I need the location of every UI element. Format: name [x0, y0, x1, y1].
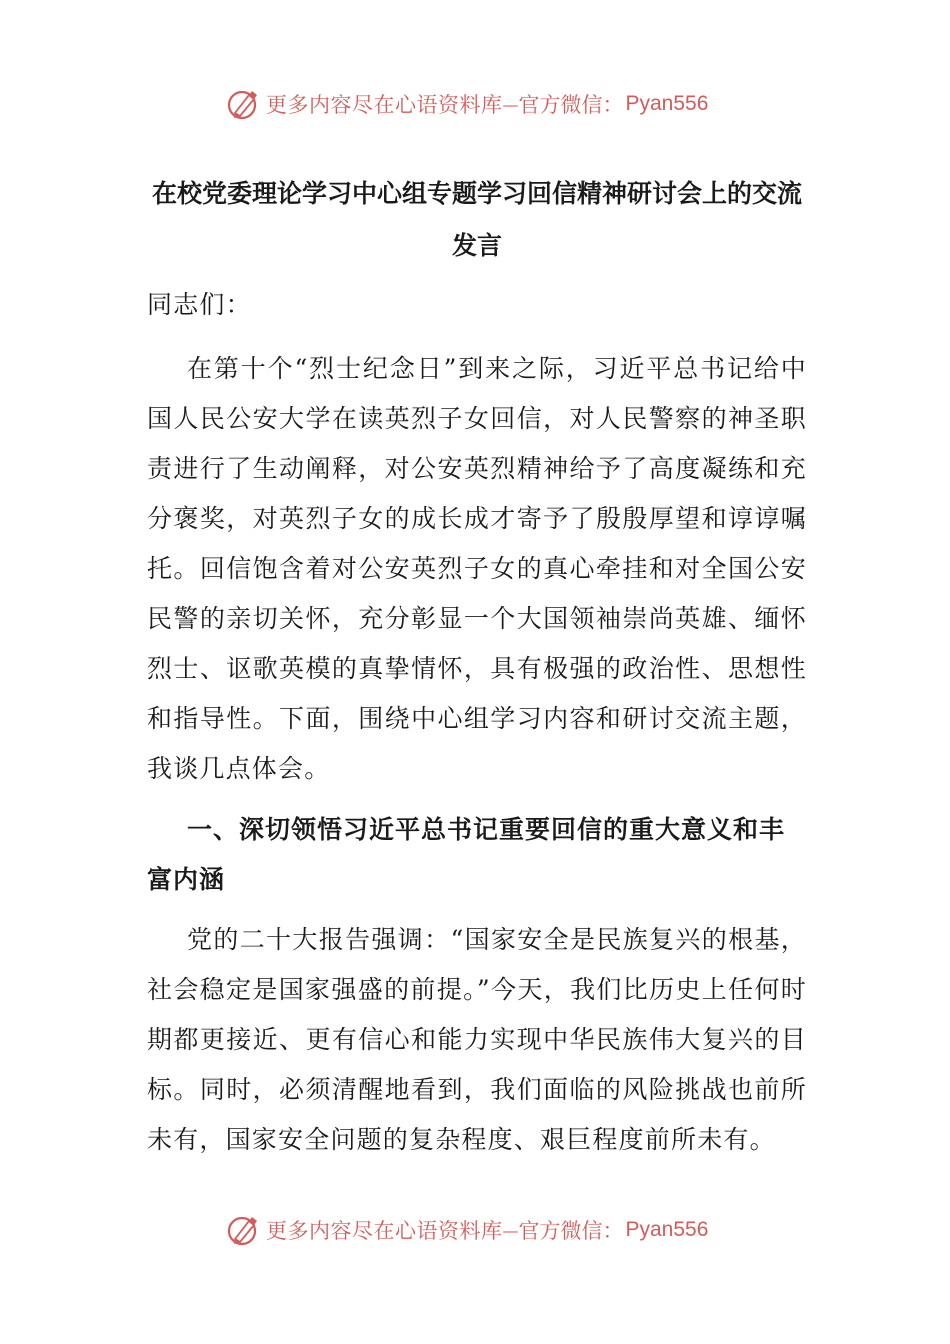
watermark-text: 更多内容尽在心语资料库 [266, 93, 503, 117]
watermark-wechat-label: 官方微信： [518, 93, 624, 117]
watermark-wechat-id: Pyan556 [625, 92, 709, 115]
watermark-content [226, 82, 708, 126]
watermark-banner-top [0, 82, 950, 126]
watermark-separator: — [502, 1220, 519, 1240]
paragraph-1: 在第十个“烈士纪念日”到来之际，习近平总书记给中国人民公安大学在读英烈子女回信，对人民警察的神圣职责进行了生动阐释，对公安英烈精神给予了高度凝练和充分褒奖，对英烈子女的成长成才寄予了殷殷厚望和谆谆嘱托。回信饱含着对公安英烈子女的真心牵挂和对全国公安民警的亲切关怀，充分彰显一个大国领袖崇尚英雄、缅怀烈士、讴歌英模的真挚情怀，具有极强的政治性、思想性和指导性。下面，围绕中心组学习内容和研讨交流主题，我谈几点体会。 [147, 354, 807, 783]
salutation: 同志们： [147, 290, 252, 319]
watermark-separator: — [502, 94, 519, 114]
pen-logo-icon [226, 1212, 262, 1248]
watermark-text: 更多内容尽在心语资料库 [266, 1219, 503, 1243]
section-heading-1: 一、深切领悟习近平总书记重要回信的重大意义和丰富内涵 [147, 815, 786, 894]
document-title: 在校党委理论学习中心组专题学习回信精神研讨会上的交流发言 [151, 179, 802, 260]
pen-logo-icon [226, 86, 262, 122]
paragraph-2: 党的二十大报告强调：“国家安全是民族复兴的根基，社会稳定是国家强盛的前提。”今天，我们比历史上任何时期都更接近、更有信心和能力实现中华民族伟大复兴的目标。同时，必须清醒地看到，我们面临的风险挑战也前所未有，国家安全问题的复杂程度、艰巨程度前所未有。 [147, 925, 807, 1154]
watermark-content [226, 1208, 708, 1252]
watermark-wechat-label: 官方微信： [518, 1219, 624, 1243]
watermark-wechat-id: Pyan556 [625, 1218, 709, 1241]
watermark-banner-bottom [0, 1208, 950, 1252]
